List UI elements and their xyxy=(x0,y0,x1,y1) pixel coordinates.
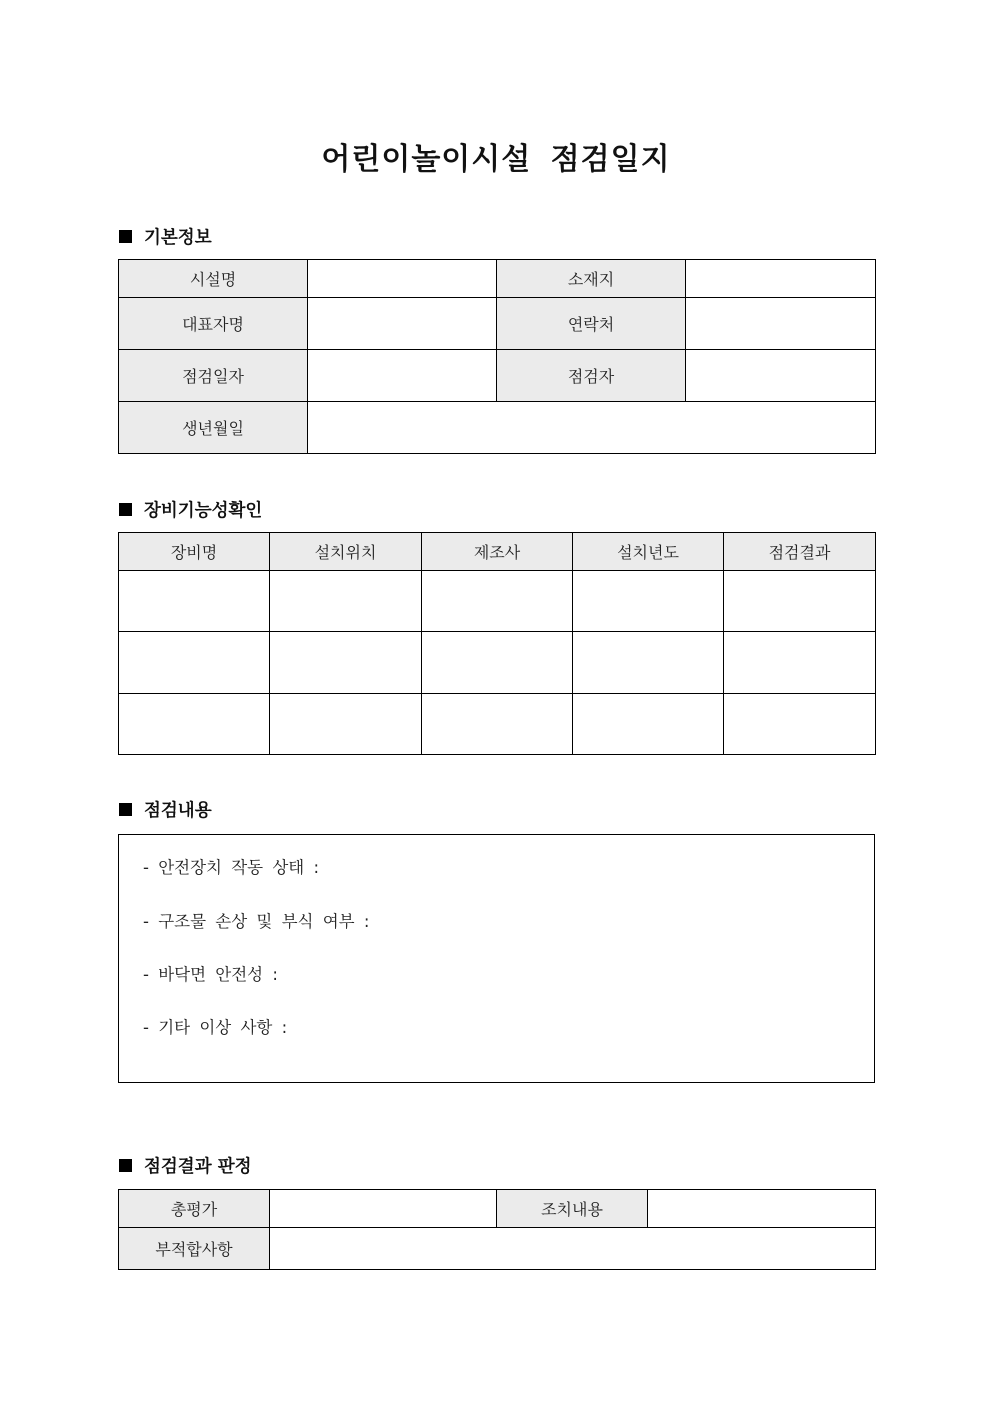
label-inspector: 점검자 xyxy=(497,350,686,402)
label-nonconformity: 부적합사항 xyxy=(119,1228,270,1270)
square-bullet-icon xyxy=(119,503,132,516)
label-overall-evaluation: 총평가 xyxy=(119,1190,270,1228)
column-header-inspection-result: 점검결과 xyxy=(724,533,876,571)
section-heading-inspection xyxy=(119,797,212,822)
cell-install-location[interactable] xyxy=(270,632,422,694)
inspection-item-structure-damage: - 구조물 손상 및 부식 여부 : xyxy=(143,912,370,931)
section-heading-label: 기본정보 xyxy=(144,228,212,248)
square-bullet-icon xyxy=(119,1159,132,1172)
document-title: 어린이놀이시설 점검일지 xyxy=(321,142,671,177)
field-overall-evaluation[interactable] xyxy=(270,1190,497,1228)
table-row xyxy=(119,260,876,298)
cell-install-year[interactable] xyxy=(573,571,724,632)
square-bullet-icon xyxy=(119,230,132,243)
label-facility-name: 시설명 xyxy=(119,260,308,298)
section-heading-label: 점검결과 판정 xyxy=(144,1157,252,1177)
cell-install-year[interactable] xyxy=(573,694,724,755)
field-birth-date[interactable] xyxy=(308,402,876,454)
inspection-item-safety-device: - 안전장치 작동 상태 : xyxy=(143,858,320,877)
column-header-install-year: 설치년도 xyxy=(573,533,724,571)
label-birth-date: 생년월일 xyxy=(119,402,308,454)
column-header-install-location: 설치위치 xyxy=(270,533,422,571)
section-heading-label: 점검내용 xyxy=(144,801,212,821)
field-representative[interactable] xyxy=(308,298,497,350)
field-inspection-date[interactable] xyxy=(308,350,497,402)
field-nonconformity[interactable] xyxy=(270,1228,876,1270)
label-action-taken: 조치내용 xyxy=(497,1190,648,1228)
inspection-item-floor-safety: - 바닥면 안전성 : xyxy=(143,965,278,984)
cell-equipment-name[interactable] xyxy=(119,571,270,632)
square-bullet-icon xyxy=(119,803,132,816)
label-inspection-date: 점검일자 xyxy=(119,350,308,402)
table-row xyxy=(119,571,876,632)
field-contact[interactable] xyxy=(686,298,876,350)
label-location: 소재지 xyxy=(497,260,686,298)
inspection-item-other-issues: - 기타 이상 사항 : xyxy=(143,1018,288,1037)
table-header-row xyxy=(119,533,876,571)
table-row xyxy=(119,1228,876,1270)
cell-equipment-name[interactable] xyxy=(119,632,270,694)
table-row xyxy=(119,632,876,694)
inspection-content-box[interactable] xyxy=(118,834,875,1083)
table-row xyxy=(119,350,876,402)
cell-install-location[interactable] xyxy=(270,694,422,755)
cell-inspection-result[interactable] xyxy=(724,571,876,632)
table-row xyxy=(119,298,876,350)
section-heading-basic-info xyxy=(119,224,212,249)
cell-inspection-result[interactable] xyxy=(724,632,876,694)
cell-manufacturer[interactable] xyxy=(422,632,573,694)
label-representative: 대표자명 xyxy=(119,298,308,350)
section-heading-result xyxy=(119,1153,252,1178)
field-location[interactable] xyxy=(686,260,876,298)
column-header-manufacturer: 제조사 xyxy=(422,533,573,571)
column-header-equipment-name: 장비명 xyxy=(119,533,270,571)
section-heading-equipment xyxy=(119,497,262,522)
section-heading-label: 장비기능성확인 xyxy=(144,501,263,521)
table-row xyxy=(119,694,876,755)
cell-equipment-name[interactable] xyxy=(119,694,270,755)
equipment-table xyxy=(118,532,876,755)
cell-inspection-result[interactable] xyxy=(724,694,876,755)
cell-manufacturer[interactable] xyxy=(422,571,573,632)
field-facility-name[interactable] xyxy=(308,260,497,298)
cell-install-location[interactable] xyxy=(270,571,422,632)
cell-install-year[interactable] xyxy=(573,632,724,694)
field-action-taken[interactable] xyxy=(648,1190,876,1228)
result-table xyxy=(118,1189,876,1270)
cell-manufacturer[interactable] xyxy=(422,694,573,755)
table-row xyxy=(119,1190,876,1228)
label-contact: 연락처 xyxy=(497,298,686,350)
basic-info-table xyxy=(118,259,876,454)
field-inspector[interactable] xyxy=(686,350,876,402)
table-row xyxy=(119,402,876,454)
